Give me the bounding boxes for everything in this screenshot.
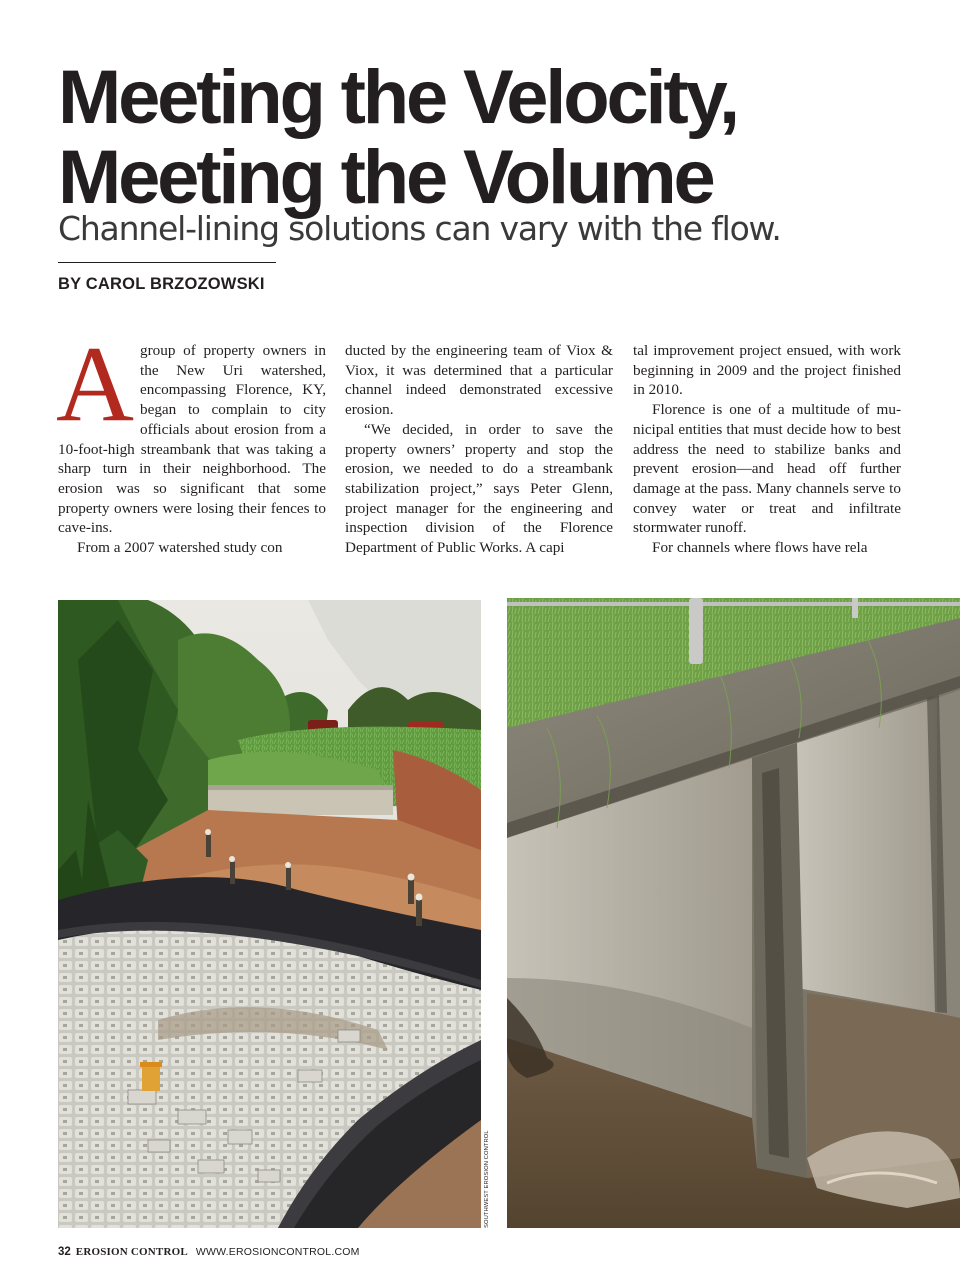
photo-concrete-channel-outlet: [507, 598, 960, 1228]
photo-credit: SOUTHWEST EROSION CONTROL: [484, 1130, 490, 1228]
paragraph: Florence is one of a multitude of municipal entities that must decide how to best address the need to stabilize banks and prevent erosion—and head off further damage at the pass. Many channels serve to convey water or treat and infiltrate stormwater runoff.: [633, 401, 901, 537]
column-1: [56, 325, 326, 558]
paragraph: tal improvement project ensued, with work beginning in 2009 and the project finished in 2010.: [633, 342, 901, 399]
headline-line-1: Meeting the Velocity,: [58, 55, 737, 140]
paragraph-text: group of property owners in the New Uri watershed, encompassing Florence, KY, began to complain to city officials about erosion from a 10-foot-high streambank that was taking a sharp turn in their neighborhood. The erosion was so significant that some property owners were losing their fences to cave-ins.: [58, 342, 326, 537]
magazine-name: EROSION CONTROL: [75, 1246, 188, 1258]
page-number: 32: [58, 1246, 71, 1258]
byline: BY CAROL BRZOZOWSKI: [58, 275, 265, 293]
photo-concrete-channel-outlet-image: [507, 598, 960, 1228]
website-url: WWW.EROSIONCONTROL.COM: [195, 1246, 360, 1258]
drop-cap: A: [56, 325, 134, 444]
paragraph: For channels where flows have rela: [652, 539, 868, 557]
photo-channel-lining-installation-image: [58, 600, 481, 1228]
paragraph: ducted by the engineering team of Viox & Viox, it was determined that a particular channel indeed demonstrated excessive erosion.: [345, 342, 613, 419]
paragraph: [56, 325, 326, 538]
byline-rule: [58, 262, 276, 263]
headline-line-2: Meeting the Volume: [58, 135, 713, 220]
page-footer: [58, 1246, 360, 1258]
paragraph: “We decided, in order to save the property owners’ property and stop the erosion, we needed to do a streambank stabilization project,” says Peter Glenn, project manager for the engineering and inspection division of the Florence Department of Public Works. A capi: [345, 420, 613, 557]
deck: Channel-lining solutions can vary with the flow.: [58, 209, 781, 248]
column-3: [633, 341, 901, 558]
photo-channel-lining-installation: [58, 600, 481, 1228]
headline: [58, 55, 737, 220]
column-2: [345, 341, 613, 558]
paragraph: From a 2007 watershed study con: [77, 539, 283, 557]
